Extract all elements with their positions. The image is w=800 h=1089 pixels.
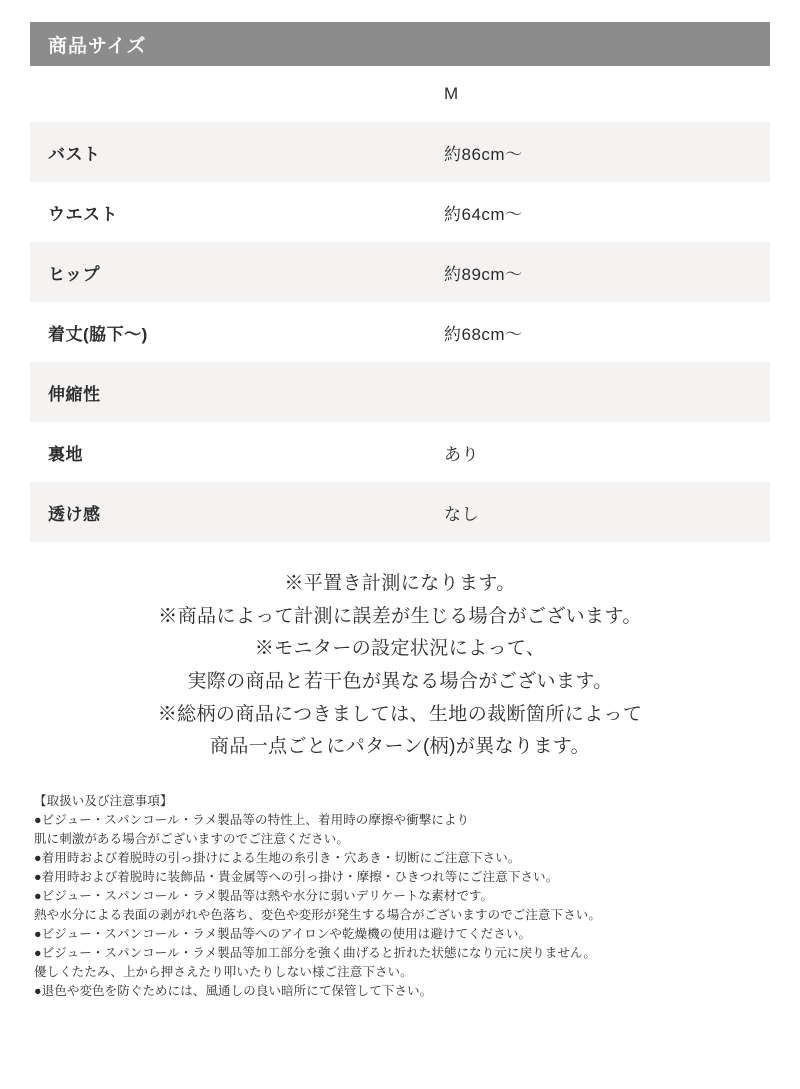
table-row — [30, 242, 770, 302]
row-label-length: 着丈(脇下〜) — [30, 302, 438, 362]
note-line: ※商品によって計測に誤差が生じる場合がございます。 — [158, 605, 642, 627]
row-value-stretch — [438, 362, 770, 422]
note-line: ※モニターの設定状況によって、 — [254, 638, 546, 660]
handling-caution-block — [34, 792, 800, 1001]
table-header-row — [30, 66, 770, 122]
table-header-label-cell — [30, 66, 438, 122]
caution-heading: 【取扱い及び注意事項】 — [34, 794, 173, 809]
caution-line: ●退色や変色を防ぐためには、風通しの良い暗所にて保管して下さい。 — [34, 984, 433, 999]
table-row — [30, 422, 770, 482]
measurement-notes — [0, 568, 800, 764]
table-row — [30, 182, 770, 242]
caution-line: ●着用時および着脱時の引っ掛けによる生地の糸引き・穴あき・切断にご注意下さい。 — [34, 851, 521, 866]
row-label-waist: ウエスト — [30, 182, 438, 242]
size-section-title: 商品サイズ — [48, 35, 147, 57]
row-value-waist: 約64cm〜 — [438, 182, 770, 242]
size-section-header — [30, 22, 770, 66]
caution-line: ●ビジュー・スパンコール・ラメ製品等加工部分を強く曲げると折れた状態になり元に戻りません。 — [34, 946, 596, 961]
product-size-page — [0, 22, 800, 1089]
note-line: 商品一点ごとにパターン(柄)が異なります。 — [209, 736, 591, 758]
row-value-sheerness: なし — [438, 482, 770, 542]
size-table-body — [30, 66, 770, 542]
size-table — [30, 66, 770, 542]
table-row — [30, 302, 770, 362]
caution-line: ●ビジュー・スパンコール・ラメ製品等は熱や水分に弱いデリケートな素材です。 — [34, 889, 494, 904]
table-row — [30, 482, 770, 542]
caution-line: 肌に刺激がある場合がございますのでご注意ください。 — [34, 832, 350, 847]
row-label-bust: バスト — [30, 122, 438, 182]
caution-line: 優しくたたみ、上から押さえたり叩いたりしない様ご注意下さい。 — [34, 965, 413, 980]
caution-line: 熱や水分による表面の剥がれや色落ち、変色や変形が発生する場合がございますのでご注意下さい。 — [34, 908, 602, 923]
row-label-sheerness: 透け感 — [30, 482, 438, 542]
note-line: ※平置き計測になります。 — [284, 573, 516, 594]
table-row — [30, 122, 770, 182]
row-label-stretch: 伸縮性 — [30, 362, 438, 422]
caution-line: ●ビジュー・スパンコール・ラメ製品等へのアイロンや乾燥機の使用は避けてください。 — [34, 927, 532, 942]
table-header-size-cell: M — [438, 66, 770, 122]
caution-line: ●ビジュー・スパンコール・ラメ製品等の特性上、着用時の摩擦や衝撃により — [34, 813, 470, 828]
row-value-length: 約68cm〜 — [438, 302, 770, 362]
row-value-bust: 約86cm〜 — [438, 122, 770, 182]
row-value-lining: あり — [438, 422, 770, 482]
note-line: 実際の商品と若干色が異なる場合がございます。 — [187, 671, 613, 693]
note-line: ※総柄の商品につきましては、生地の裁断箇所によって — [157, 703, 643, 725]
table-row — [30, 362, 770, 422]
row-label-hip: ヒップ — [30, 242, 438, 302]
caution-line: ●着用時および着脱時に装飾品・貴金属等への引っ掛け・摩擦・ひきつれ等にご注意下さい。 — [34, 870, 559, 885]
row-label-lining: 裏地 — [30, 422, 438, 482]
row-value-hip: 約89cm〜 — [438, 242, 770, 302]
